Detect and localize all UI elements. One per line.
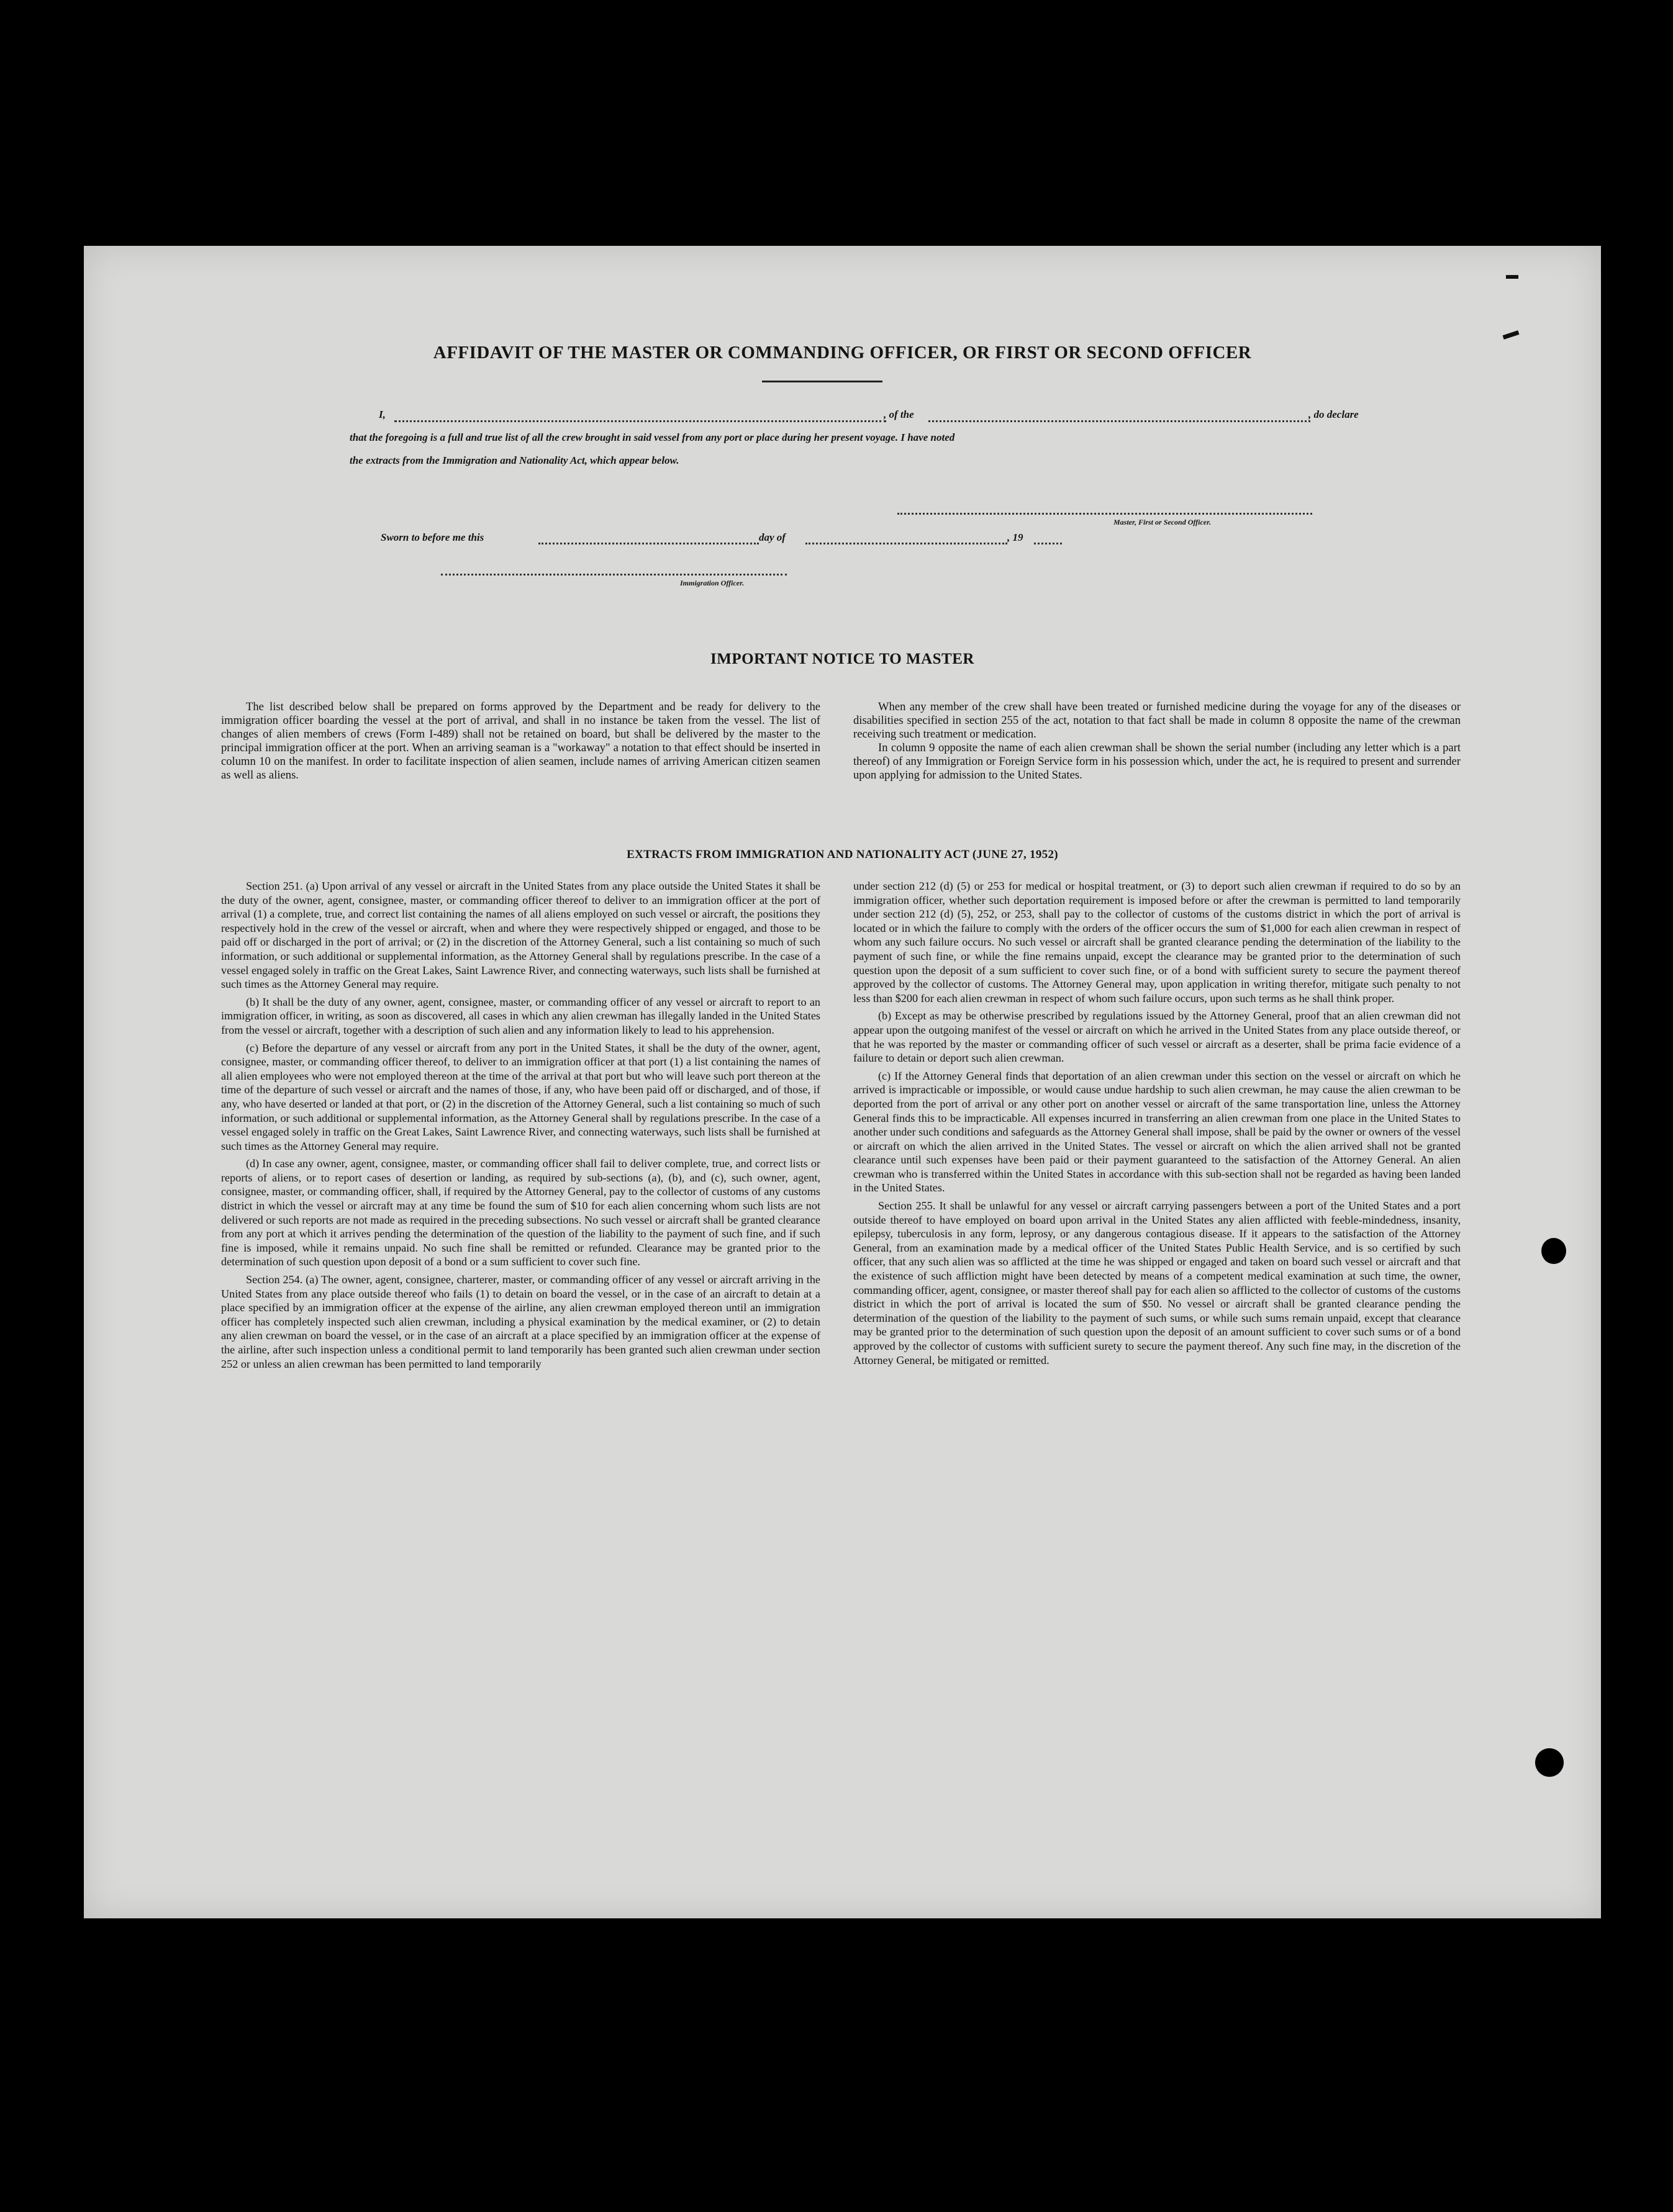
sworn-label: Sworn to before me this — [381, 531, 484, 543]
sworn-year-field[interactable] — [1034, 543, 1062, 544]
notice-title: IMPORTANT NOTICE TO MASTER — [710, 651, 974, 667]
of-the-label: , of the — [884, 409, 914, 420]
punch-hole — [1541, 1238, 1566, 1264]
day-of-label: day of — [759, 531, 786, 543]
sworn-day-field[interactable] — [538, 543, 759, 544]
declaration-line: that the foregoing is a full and true list of all the crew brought in said vessel from any port or place during her present voyage. I have noted — [350, 431, 955, 443]
affidavit-title: AFFIDAVIT OF THE MASTER OR COMMANDING OFFICER, OR FIRST OR SECOND OFFICER — [433, 343, 1252, 363]
ink-mark — [1503, 330, 1520, 340]
title-divider — [762, 381, 882, 382]
notice-left-column — [221, 700, 820, 782]
extracts-right-column — [853, 879, 1461, 1371]
master-name-field[interactable] — [394, 420, 886, 422]
year-label: , 19 — [1007, 531, 1023, 543]
officer-signature-field[interactable] — [441, 574, 787, 576]
section-254a: Section 254. (a) The owner, agent, consignee, charterer, master, or commanding officer of any vessel or aircraft arriving in the United States from any place outside thereof who fails (1) to detain on board the vessel, or in the case of an aircraft to detain at a place specified by an immigration officer at the expense of the airline, any alien crewman employed thereon until an immigration officer has completely inspected such alien crewman, including a physical examination by the medical examiner, or (2) to detain any alien crewman on board the vessel, or in the case of an aircraft at a place specified by an immigration officer at the expense of the airline, after such inspection unless a conditional permit to land temporarily has been granted such alien crewman under section 252 or unless an alien crewman has been permitted to land temporarily — [221, 1273, 820, 1370]
section-251a: Section 251. (a) Upon arrival of any vessel or aircraft in the United States from any place outside the United States it shall be the duty of the owner, agent, consignee, master, or commanding officer thereof to deliver to an immigration officer at the port of arrival (1) a complete, true, and correct list containing the names of all aliens employed on such vessel or aircraft, the positions they respectively hold in the crew of the vessel or aircraft, when and where they were respectively shipped or engaged, and those to be paid off or discharged in the port of arrival; or (2) in the discretion of the Attorney General, such a list containing so much of such information, or such additional or supplemental information, as the Attorney General shall by regulations prescribe. In the case of a vessel engaged solely in traffic on the Great Lakes, Saint Lawrence River, and connecting waterways, such lists shall be furnished at such times as the Attorney General may require. — [221, 880, 820, 991]
i-label: I, — [379, 409, 386, 420]
section-255: Section 255. It shall be unlawful for any vessel or aircraft carrying passengers between a port of the United States and a port outside thereof to have employed on board upon arrival in the United States any alien afflicted with feeble-mindedness, insanity, epilepsy, tuberculosis in any form, leprosy, or any dangerous contagious disease. If it appears to the satisfaction of the Attorney General, from an examination made by a medical officer of the United States Public Health Service, and is so certified by such officer, that any such alien was so afflicted at the time he was shipped or engaged and taken on board such vessel or aircraft and that the existence of such affliction might have been detected by means of a competent medical examination at such time, the owner, commanding officer, agent, consignee, or master thereof shall pay for each alien so afflicted to the collector of customs of the customs district in which the port of arrival is located the sum of $50. No vessel or aircraft shall be granted clearance pending the determination of the question of the liability to the payment of such sums, or while such sums remain unpaid, except that clearance may be granted prior to the determination of such question upon the deposit of an amount sufficient to cover such sums or of a bond approved by the collector of customs with sufficient surety to secure the payment thereof. Any such fine may, in the discretion of the Attorney General, be mitigated or remitted. — [853, 1199, 1461, 1366]
notice-paragraph: In column 9 opposite the name of each alien crewman shall be shown the serial number (including any letter which is a part thereof) of any Immigration or Foreign Service form in his possession which, under the act, he is required to present and surrender upon applying for admission to the United States. — [853, 741, 1461, 782]
section-251c: (c) Before the departure of any vessel or aircraft from any port in the United States, it shall be the duty of the owner, agent, consignee, master, or commanding officer thereof, to deliver to an immigration officer at that port (1) a list containing the names of all alien employees who were not employed thereon at the time of the arrival at that port but who will leave such port thereon at the time of the departure of such vessel or aircraft and the names of those, if any, who have been paid off or discharged, and of those, if any, who have deserted or landed at that port, or (2) in the discretion of the Attorney General, such a list containing so much of such information, or such additional or supplemental information, as the Attorney General shall by regulations prescribe. In the case of a vessel engaged solely in traffic on the Great Lakes, Saint Lawrence River, and connecting waterways, such lists shall be furnished at such times as the Attorney General may require. — [221, 1041, 820, 1152]
notice-paragraph: The list described below shall be prepared on forms approved by the Department and be ready for delivery to the immigration officer boarding the vessel at the port of arrival, and shall in no instance be taken from the vessel. The list of changes of alien members of crews (Form I-489) shall not be retained on board, but shall be delivered by the master to the principal immigration officer at the port. When an arriving seaman is a "workaway" a notation to that effect should be inserted in column 10 on the manifest. In order to facilitate inspection of alien seamen, include names of arriving American citizen seamen as well as aliens. — [221, 700, 820, 782]
section-254a-continued: under section 212 (d) (5) or 253 for medical or hospital treatment, or (3) to deport such alien crewman if required to do so by an immigration officer, whether such deportation requirement is imposed before or after the crewman is permitted to land temporarily under section 212 (d) (5), 252, or 253, shall pay to the collector of customs of the customs district in which the port of arrival is located or in which the failure to comply with the orders of the officer occurs the sum of $1,000 for each alien crewman in respect of whom any such failure occurs. No such vessel or aircraft shall be granted clearance pending the determination of the liability to the payment of such fine, or while the fine remains unpaid, except the clearance may be granted prior to the determination of such question upon the deposit of a sum sufficient to cover such fine, or of a bond with sufficient surety to secure the payment thereof approved by the collector of customs. The Attorney General may, upon application in writing therefor, mitigate such penalty to not less than $200 for each alien crewman in respect of whom such failure occurs, upon such terms as he shall think proper. — [853, 880, 1461, 1004]
master-signature-caption: Master, First or Second Officer. — [1113, 518, 1212, 526]
form-sheet — [84, 246, 1601, 1918]
section-254c: (c) If the Attorney General finds that deportation of an alien crewman under this section on the vessel or aircraft on which he arrived is impracticable or impossible, or would cause undue hardship to such alien crewman, he may cause the alien crewman to be deported from the port of arrival or any other port on another vessel or aircraft of the same transportation line, unless the Attorney General finds this to be impracticable. All expenses incurred in transferring an alien crewman from one place in the United States to another under such conditions and safeguards as the Attorney General shall impose, shall be paid by the owner or owners of the vessel or aircraft on which the alien arrived in the United States. The vessel or aircraft on which the alien arrived shall not be granted clearance until such expenses have been paid or their payment guaranteed to the satisfaction of the Attorney General. An alien crewman who is transferred within the United States in accordance with this sub-section shall not be regarded as having been landed in the United States. — [853, 1069, 1461, 1194]
sworn-month-field[interactable] — [805, 543, 1007, 544]
master-signature-field[interactable] — [897, 513, 1312, 515]
extracts-left-column — [221, 879, 820, 1375]
section-251b: (b) It shall be the duty of any owner, agent, consignee, master, or commanding officer of any vessel or aircraft to report to an immigration officer, in writing, as soon as discovered, all cases in which any alien crewman has illegally landed in the United States from the vessel or aircraft, together with a description of such alien and any information likely to lead to his apprehension. — [221, 995, 820, 1036]
notice-right-column — [853, 700, 1461, 782]
punch-hole — [1535, 1748, 1564, 1777]
ink-mark — [1506, 275, 1518, 279]
section-251d: (d) In case any owner, agent, consignee, master, or commanding officer shall fail to deliver complete, true, and correct lists or reports of aliens, or to report cases of desertion or landing, as required by sub-sections (a), (b), and (c), such owner, agent, consignee, master, or commanding officer, shall, if required by the Attorney General, pay to the collector of customs of any customs district in which the vessel or aircraft may at any time be found the sum of $10 for each alien concerning whom such lists are not delivered or such reports are not made as required in the preceding subsections. No such vessel or aircraft shall be granted clearance from any port at which it arrives pending the determination of the question of the liability to the payment of such fine, and if such fine is imposed, while it remains unpaid. No such fine shall be remitted or refunded. Clearance may be granted prior to the determination of such question upon deposit of a bond or a sum sufficient to cover such fine. — [221, 1157, 820, 1268]
extracts-noted-line: the extracts from the Immigration and Nationality Act, which appear below. — [350, 454, 679, 466]
do-declare-label: , do declare — [1308, 409, 1359, 420]
vessel-name-field[interactable] — [928, 420, 1310, 422]
section-254b: (b) Except as may be otherwise prescribed by regulations issued by the Attorney General, proof that an alien crewman did not appear upon the outgoing manifest of the vessel or aircraft on which he arrived in the United States from any place outside thereof, or that he was reported by the master or commanding officer of such vessel or aircraft as a deserter, shall be prima facie evidence of a failure to detain or deport such alien crewman. — [853, 1009, 1461, 1065]
notice-paragraph: When any member of the crew shall have been treated or furnished medicine during the voyage for any of the diseases or disabilities specified in section 255 of the act, notation to that fact shall be made in column 8 opposite the name of the crewman receiving such treatment or medication. — [853, 700, 1461, 741]
officer-signature-caption: Immigration Officer. — [680, 579, 745, 587]
extracts-title: EXTRACTS FROM IMMIGRATION AND NATIONALITY ACT (JUNE 27, 1952) — [627, 848, 1058, 861]
